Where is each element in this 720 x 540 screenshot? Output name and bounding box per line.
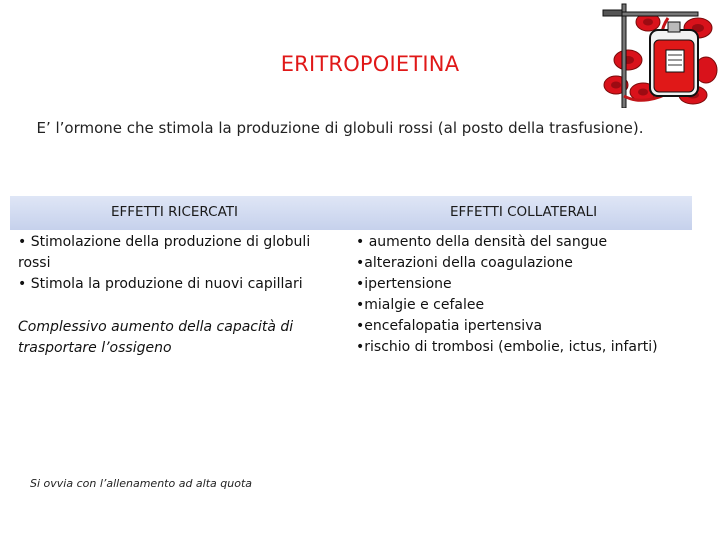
list-item: •mialgie e cefalee	[356, 297, 485, 313]
slide-subtitle: E’ l’ormone che stimola la produzione di globuli rossi (al posto della trasfusione).	[36, 119, 644, 137]
table-header-band	[10, 196, 692, 230]
column-effetti-collaterali	[356, 232, 696, 358]
list-item: • Stimolazione della produzione di globuli	[18, 234, 311, 250]
transfusion-clipart	[598, 0, 720, 108]
list-item: • Stimola la produzione di nuovi capillari	[18, 276, 303, 292]
summary-line: Complessivo aumento della capacità di	[18, 319, 294, 335]
list-item: •encefalopatia ipertensiva	[356, 318, 543, 334]
footnote: Si ovvia con l’allenamento ad alta quota	[30, 477, 253, 490]
summary-line: trasportare l’ossigeno	[18, 340, 172, 356]
header-effetti-collaterali: EFFETTI COLLATERALI	[450, 204, 598, 220]
list-item: •rischio di trombosi (embolie, ictus, infarti)	[356, 339, 658, 355]
slide-title: ERITROPOIETINA	[280, 52, 460, 76]
list-item: •alterazioni della coagulazione	[356, 255, 573, 271]
header-effetti-ricercati: EFFETTI RICERCATI	[111, 204, 238, 220]
list-item: rossi	[18, 255, 51, 271]
column-effetti-ricercati	[18, 232, 338, 359]
blood-transfusion-bag-icon	[598, 0, 720, 108]
list-item: •ipertensione	[356, 276, 452, 292]
list-item: • aumento della densità del sangue	[356, 234, 608, 250]
